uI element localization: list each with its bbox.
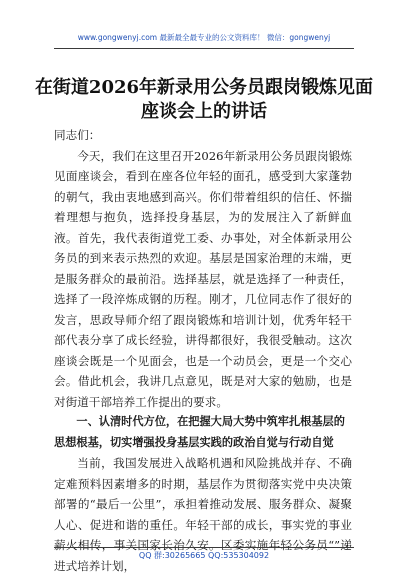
section-heading-1: 一、认清时代方位，在把握大局大势中筑牢扎根基层的思想根基，切实增强投身基层实践的政治自觉与行动自觉 [54, 415, 345, 449]
site-header: www.gongwenyj.com 最新最全最专业的公文资料库！ 微信：gongwenyj [77, 33, 331, 42]
document-title [30, 76, 378, 124]
header-divider [54, 48, 354, 49]
footer-contact: QQ 群:30265665 QQ:535304092 [138, 551, 270, 560]
salutation: 同志们： [54, 128, 101, 142]
paragraph-section-1: 当前，我国发展进入战略机遇和风险挑战并存、不确定难预料因素增多的时期，基层作为贯彻落实党中央决策部署的“最后一公里”，承担着推动发展、服务群众、凝聚人心、促进和谐的重任。年轻干部的成长，事实党的事业薪火相传，事关国家长治久安。区委实施年轻公务员“”递进式培养计划， [54, 456, 352, 573]
footer-divider [54, 547, 354, 548]
title-line-2: 座谈会上的讲话 [141, 101, 267, 122]
document-body [54, 125, 352, 576]
paragraph-opening: 今天，我们在这里召开2026年新录用公务员跟岗锻炼见面座谈会，看到在座各位年轻的面孔，感受到大家蓬勃的朝气，我由衷地感到高兴。你们带着组织的信任、怀揣着理想与抱负，选择投身基层，为的发展注入了新鲜血液。首先，我代表街道党工委、办事处，对全体新录用公务员的到来表示热烈的欢迎。基层是国家治理的末端，更是服务群众的最前沿。选择基层，就是选择了一种责任，选择了一段淬炼成钢的历程。刚才，几位同志作了很好的发言，思政导师介绍了跟岗锻炼和培训计划，优秀年轻干部代表分享了成长经验，讲得都很好，我很受触动。这次座谈会既是一个见面会，也是一个动员会，更是一个交心会。借此机会，我讲几点意见，既是对大家的勉励，也是对街道干部培养工作提出的要求。 [54, 148, 352, 409]
title-line-1: 在街道2026年新录用公务员跟岗锻炼见面 [34, 77, 374, 98]
